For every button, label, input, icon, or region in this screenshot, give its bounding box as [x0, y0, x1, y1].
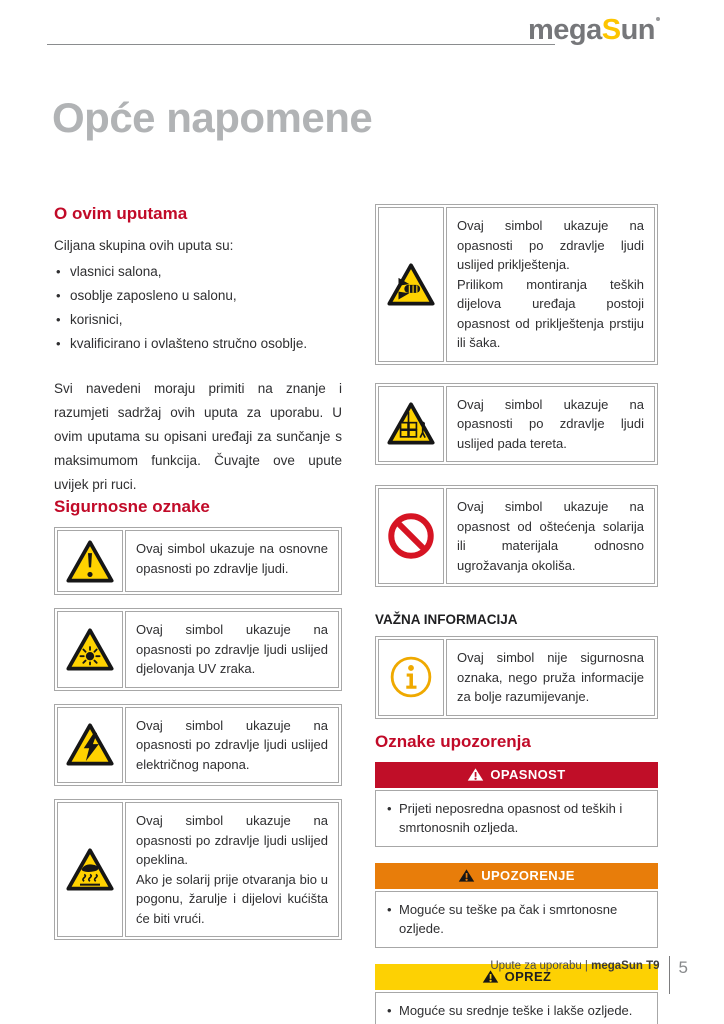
safety-box-text: Ovaj simbol ukazuje na opasnosti po zdravlje ljudi uslijed pada tereta.	[457, 396, 644, 451]
footer-brand: megaSun T9	[591, 960, 660, 972]
safety-box-text: Ovaj simbol ukazuje na opasnosti po zdravlje ljudi uslijed priklještenja.	[457, 218, 644, 272]
safety-box-electric	[54, 704, 342, 787]
header-rule	[47, 44, 555, 45]
right-column	[375, 204, 658, 1024]
important-heading: VAŽNA INFORMACIJA	[375, 612, 518, 627]
list-item: • korisnici,	[54, 308, 342, 332]
list-item: • osoblje zaposleno u salonu,	[54, 284, 342, 308]
warning-triangle-icon	[458, 868, 475, 883]
warning-triangle-icon	[467, 767, 484, 782]
footer-label: Upute za uporabu |	[490, 960, 588, 972]
about-heading: O ovim uputama	[54, 204, 188, 223]
safety-box-text: Ovaj simbol ukazuje na osnovne opasnosti po zdravlje ljudi.	[136, 541, 328, 576]
safety-box-text: Ovaj simbol ukazuje na opasnosti po zdravlje ljudi uslijed djelovanja UV zraka.	[136, 622, 328, 676]
safety-box-text: Ovaj simbol ukazuje na opasnost od oštećenja solarija ili materijala odnosno ugrožavanja okoliša.	[457, 499, 644, 573]
page-title: Opće napomene	[52, 94, 373, 141]
safety-box-falling-load	[375, 383, 658, 466]
general-warning-icon	[57, 530, 123, 592]
list-item: • vlasnici salona,	[54, 260, 342, 284]
info-box-text: Ovaj simbol nije sigurnosna oznaka, nego pruža informacije za bolje razumijevanje.	[457, 650, 644, 704]
banner-body-text: • Moguće su srednje teške i lakše ozljede.	[386, 1001, 647, 1021]
hot-surface-icon	[57, 802, 123, 937]
safety-box-text: Prilikom montiranja teških dijelova uređaja postoji opasnost od priklještenja prstiju ili šaka.	[457, 276, 644, 350]
banner-body-text: • Prijeti neposredna opasnost od teških i smrtonosnih ozljeda.	[386, 799, 647, 838]
banner-label: OPASNOST	[490, 767, 566, 782]
safety-box-uv	[54, 608, 342, 691]
logo-prefix: mega	[527, 14, 602, 46]
prohibition-icon	[378, 488, 444, 584]
page-number: 5	[678, 958, 688, 977]
falling-load-icon	[378, 386, 444, 463]
safety-box-crush	[375, 204, 658, 365]
megasun-logo	[528, 14, 660, 47]
info-icon	[378, 639, 444, 716]
warnings-heading: Oznake upozorenja	[375, 731, 531, 751]
crush-hazard-icon	[378, 207, 444, 362]
uv-radiation-icon	[57, 611, 123, 688]
content-columns	[54, 204, 658, 1024]
info-box	[375, 636, 658, 719]
banner-label: UPOZORENJE	[481, 868, 575, 883]
banner-danger	[375, 762, 658, 847]
high-voltage-icon	[57, 707, 123, 784]
about-intro: Ciljana skupina ovih uputa su:	[54, 238, 234, 253]
safety-heading: Sigurnosne oznake	[54, 497, 210, 516]
safety-box-hot-surface	[54, 799, 342, 940]
logo-trademark-dot	[656, 17, 660, 21]
about-paragraph: Svi navedeni moraju primiti na znanje i razumjeti sadržaj ovih uputa za uporabu. U ovim uputama su opisani uređaji za sunčanje s maksimumom funkcija. Čuvajte ove upute uvijek pri ruci.	[54, 381, 342, 492]
safety-box-prohibition	[375, 485, 658, 587]
target-group-list	[54, 260, 342, 356]
safety-box-general	[54, 527, 342, 595]
logo-suffix: un	[620, 14, 655, 46]
banner-label: OPREZ	[504, 969, 552, 984]
page-footer	[490, 956, 688, 994]
footer-divider	[669, 956, 670, 994]
list-item: • kvalificirano i ovlašteno stručno osoblje.	[54, 332, 342, 356]
banner-warning	[375, 863, 658, 948]
banner-body-text: • Moguće su teške pa čak i smrtonosne ozljede.	[386, 900, 647, 939]
left-column	[54, 204, 342, 1024]
logo-accent: S	[601, 14, 621, 46]
safety-box-text: Ovaj simbol ukazuje na opasnosti po zdravlje ljudi uslijed električnog napona.	[136, 717, 328, 772]
safety-box-text: Ako je solarij prije otvaranja bio u pogonu, žarulje i dijelovi kućišta će biti vrući.	[136, 871, 328, 926]
safety-box-text: Ovaj simbol ukazuje na opasnosti po zdravlje ljudi uslijed opeklina.	[136, 813, 328, 867]
